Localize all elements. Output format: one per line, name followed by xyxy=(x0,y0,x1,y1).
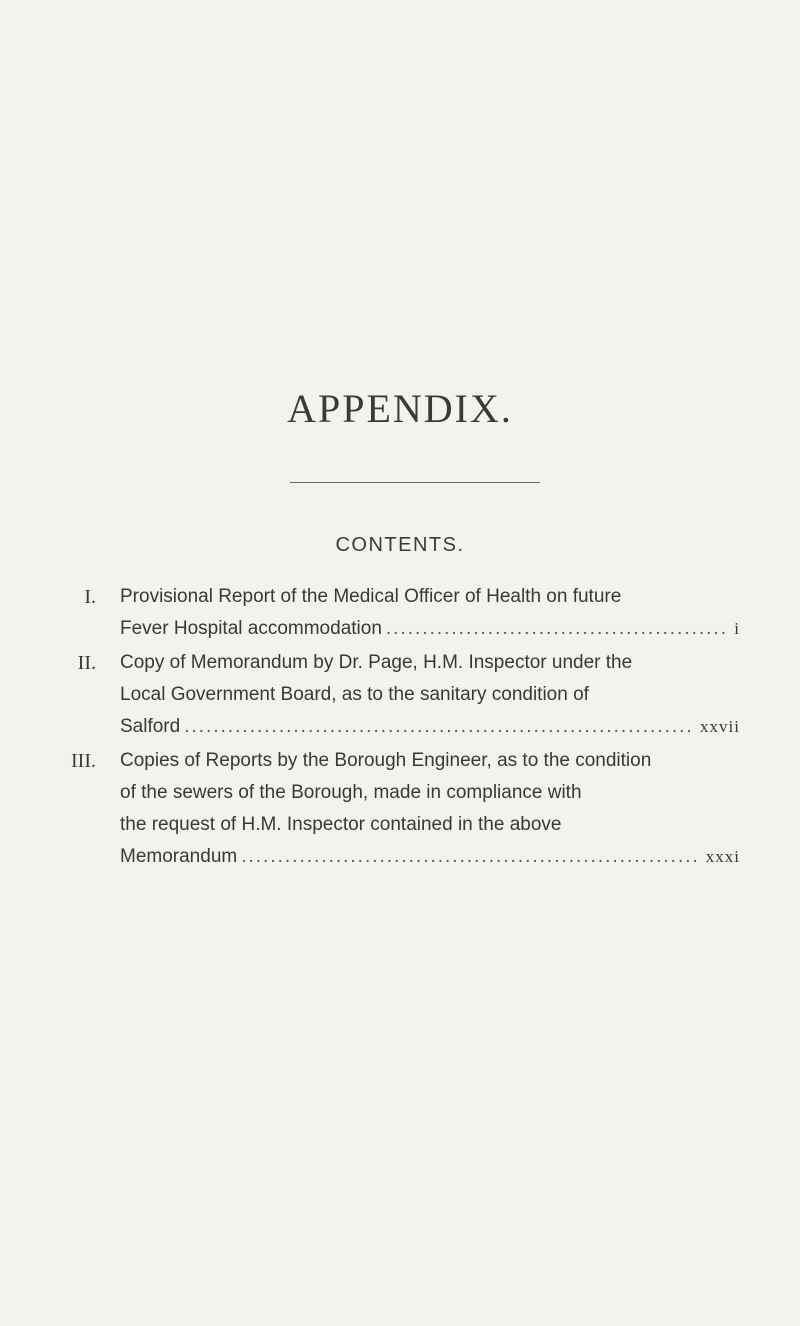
dot-leader xyxy=(386,614,728,644)
entry-last-line xyxy=(120,614,740,644)
appendix-heading: APPENDIX. xyxy=(287,386,513,431)
entry-text-line: Memorandum xyxy=(120,846,238,867)
page-number: xxvii xyxy=(700,717,740,736)
entry-numeral: I. xyxy=(84,586,96,608)
entry-text-line: the request of H.M. Inspector contained in the above xyxy=(120,814,562,835)
entry-last-line xyxy=(120,712,740,742)
entry-text-line: Fever Hospital accommodation xyxy=(120,618,382,639)
dot-leader xyxy=(184,712,694,742)
page-number: i xyxy=(734,619,740,638)
entry-last-line xyxy=(120,842,740,872)
page-number: xxxi xyxy=(705,847,740,866)
contents-heading: CONTENTS. xyxy=(335,534,465,556)
entry-numeral: III. xyxy=(71,750,96,772)
entry-text-line: Local Government Board, as to the sanitary condition of xyxy=(120,684,589,705)
entry-text-line: Copies of Reports by the Borough Engineer, as to the condition xyxy=(120,750,652,771)
entry-text-line: of the sewers of the Borough, made in compliance with xyxy=(120,782,582,803)
heading-divider xyxy=(290,482,540,483)
dot-leader xyxy=(241,842,700,872)
entry-numeral: II. xyxy=(77,652,96,674)
entry-text-line: Salford xyxy=(120,716,181,737)
entry-text-line: Provisional Report of the Medical Officer of Health on future xyxy=(120,586,622,607)
entry-text-line: Copy of Memorandum by Dr. Page, H.M. Inspector under the xyxy=(120,652,633,673)
